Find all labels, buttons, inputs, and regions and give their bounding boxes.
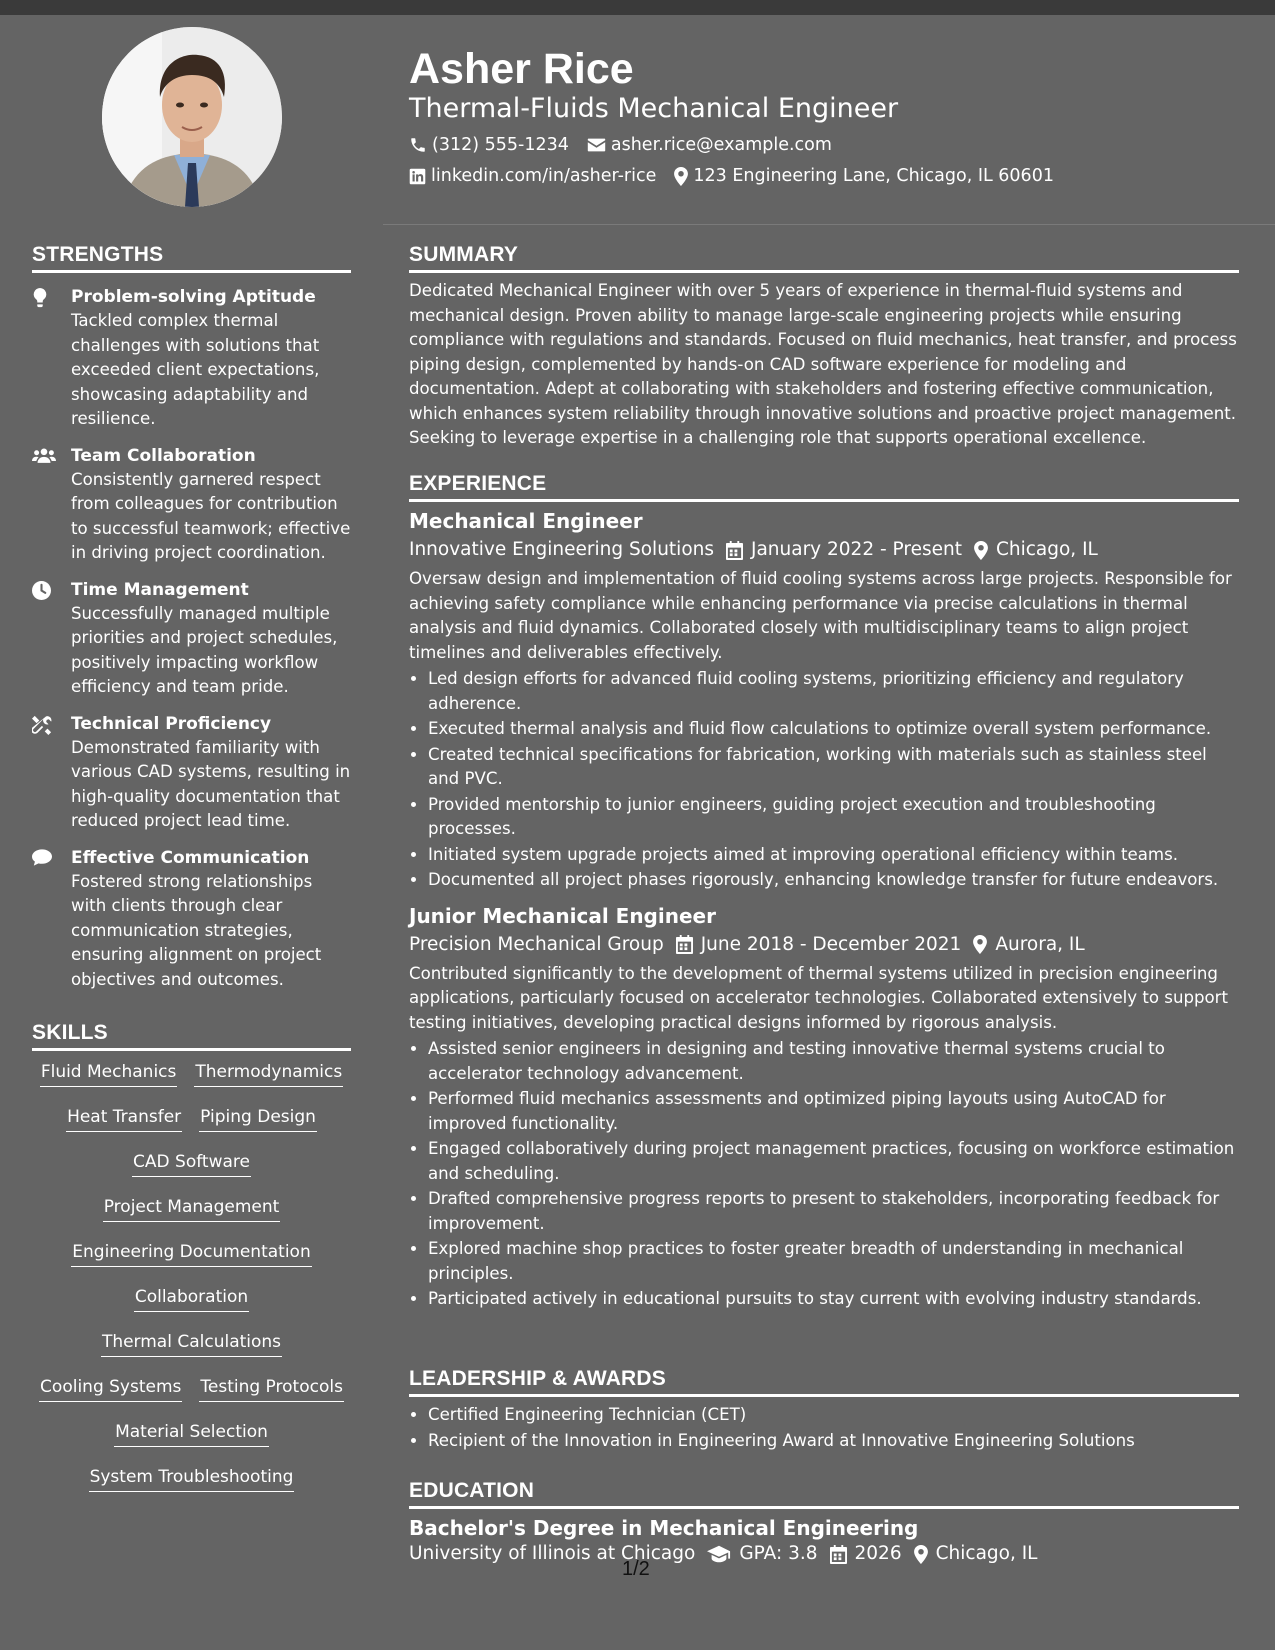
job-bullets <box>409 667 1239 893</box>
skill-row <box>32 1375 351 1420</box>
calendar-icon <box>830 1545 847 1564</box>
skill-tag: CAD Software <box>132 1150 251 1177</box>
skill-tag: System Troubleshooting <box>89 1465 295 1492</box>
summary-heading: SUMMARY <box>409 243 1239 273</box>
users-icon <box>32 447 54 467</box>
strength-item <box>32 847 351 993</box>
skill-row <box>32 1060 351 1105</box>
job-location: Aurora, IL <box>995 933 1085 955</box>
job-bullet: • Provided mentorship to junior engineers, guiding project execution and troubleshooting processes. <box>428 793 1239 842</box>
linkedin-text: linkedin.com/in/asher-rice <box>431 166 657 186</box>
job-bullet: • Assisted senior engineers in designing and testing innovative thermal systems crucial to accelerator technology advancement. <box>428 1037 1239 1086</box>
map-pin-icon <box>974 541 988 560</box>
education-year-item <box>830 1541 902 1567</box>
comment-icon <box>32 849 54 869</box>
email-contact[interactable] <box>587 133 832 157</box>
strength-text: Consistently garnered respect from colleagues for contribution to successful teamwork; effective in driving project coordination. <box>71 469 351 562</box>
email-icon <box>587 137 606 153</box>
skill-row <box>32 1420 351 1465</box>
skill-tag: Testing Protocols <box>199 1375 344 1402</box>
profile-photo <box>102 27 282 207</box>
skill-tag: Engineering Documentation <box>71 1240 311 1267</box>
address-text: 123 Engineering Lane, Chicago, IL 60601 <box>693 166 1054 186</box>
jobs-list <box>409 508 1239 1312</box>
job-meta <box>409 537 1239 563</box>
job-description: Contributed significantly to the development of thermal systems utilized in precision engineering applications, particularly focused on accelerator technologies. Collaborated extensively to support testing initiatives, developing practical designs informed by rigorous analysis. <box>409 963 1229 1032</box>
education-location: Chicago, IL <box>935 1543 1038 1564</box>
job-bullet: • Initiated system upgrade projects aimed at improving operational efficiency within teams. <box>428 843 1239 868</box>
skill-row <box>32 1330 351 1375</box>
skills-section <box>32 1021 351 1510</box>
strength-text: Fostered strong relationships with clients through clear communication strategies, ensuring alignment on project objectives and outcomes. <box>71 871 322 989</box>
summary-section <box>409 243 1239 451</box>
job-bullet: • Participated actively in educational pursuits to stay current with evolving industry standards. <box>428 1287 1239 1312</box>
strength-title: Problem-solving Aptitude <box>71 287 316 307</box>
job-bullet: • Performed fluid mechanics assessments and optimized piping layouts using AutoCAD for improved functionality. <box>428 1087 1239 1136</box>
skill-row <box>32 1150 351 1195</box>
education-gpa: GPA: 3.8 <box>739 1543 818 1564</box>
skill-tag: Thermal Calculations <box>101 1330 282 1357</box>
page-number: 1/2 <box>622 1558 650 1580</box>
resume-page <box>0 15 1275 1650</box>
leadership-section <box>409 1367 1239 1454</box>
skill-row <box>32 1105 351 1150</box>
strength-text: Tackled complex thermal challenges with solutions that exceeded client expectations, showcasing adaptability and resilience. <box>71 311 320 428</box>
skill-tag: Fluid Mechanics <box>40 1060 178 1087</box>
strengths-section <box>32 243 351 992</box>
linkedin-icon <box>409 168 426 185</box>
job-location-item <box>973 932 1084 958</box>
education-meta <box>409 1541 1239 1567</box>
strength-item <box>32 445 351 566</box>
phone-text: (312) 555-1234 <box>432 135 569 155</box>
job-bullet: • Documented all project phases rigorously, enhancing knowledge transfer for future endeavors. <box>428 868 1239 893</box>
skill-row <box>32 1195 351 1240</box>
job-company: Precision Mechanical Group <box>409 933 664 955</box>
job-entry <box>409 508 1239 893</box>
strength-title: Time Management <box>71 579 249 600</box>
skill-row <box>32 1465 351 1510</box>
clock-icon <box>32 581 54 601</box>
experience-heading: EXPERIENCE <box>409 472 1239 502</box>
strength-item <box>32 286 351 432</box>
job-location-item <box>974 537 1098 563</box>
lightbulb-icon <box>32 288 54 308</box>
job-bullet: • Engaged collaboratively during project management practices, focusing on workforce estimation and scheduling. <box>428 1137 1239 1186</box>
education-gpa-item <box>707 1541 817 1567</box>
job-bullet: • Led design efforts for advanced fluid cooling systems, prioritizing efficiency and regulatory adherence. <box>428 667 1239 716</box>
top-bar <box>0 0 1275 15</box>
award-item: • Recipient of the Innovation in Engineering Award at Innovative Engineering Solutions <box>428 1429 1239 1454</box>
strength-item <box>32 579 351 700</box>
skills-list <box>32 1060 351 1510</box>
linkedin-contact[interactable] <box>409 164 656 188</box>
education-year: 2026 <box>854 1543 902 1564</box>
calendar-icon <box>726 541 743 560</box>
strength-text: Demonstrated familiarity with various CAD systems, resulting in high-quality documentation that reduced project lead time. <box>71 737 351 830</box>
address-contact <box>674 164 1054 188</box>
skill-tag: Piping Design <box>199 1105 317 1132</box>
graduation-cap-icon <box>707 1545 731 1563</box>
award-item: • Certified Engineering Technician (CET) <box>428 1403 1239 1428</box>
job-company: Innovative Engineering Solutions <box>409 539 714 560</box>
job-bullet: • Explored machine shop practices to foster greater breadth of understanding in mechanical principles. <box>428 1237 1239 1286</box>
map-pin-icon <box>973 935 987 954</box>
job-bullet: • Executed thermal analysis and fluid flow calculations to optimize overall system performance. <box>428 717 1239 742</box>
job-title: Mechanical Engineer <box>409 509 643 533</box>
header-divider <box>383 224 1275 225</box>
email-text: asher.rice@example.com <box>610 135 832 155</box>
strengths-heading: STRENGTHS <box>32 243 351 273</box>
skill-tag: Cooling Systems <box>39 1375 182 1402</box>
phone-contact[interactable] <box>409 133 569 157</box>
skill-tag: Material Selection <box>114 1420 269 1447</box>
job-entry <box>409 903 1239 1312</box>
phone-icon <box>409 136 427 154</box>
candidate-title: Thermal-Fluids Mechanical Engineer <box>409 93 899 124</box>
strength-item <box>32 713 351 834</box>
map-pin-icon <box>914 1545 928 1564</box>
skill-tag: Heat Transfer <box>66 1105 182 1132</box>
leadership-list <box>409 1403 1239 1453</box>
job-meta <box>409 932 1239 958</box>
education-section <box>409 1479 1239 1567</box>
job-dates-item <box>676 932 962 958</box>
job-bullets <box>409 1037 1239 1312</box>
tools-icon <box>32 715 54 735</box>
map-pin-icon <box>674 167 688 186</box>
skills-heading: SKILLS <box>32 1021 351 1051</box>
job-title: Junior Mechanical Engineer <box>409 903 716 928</box>
skill-row <box>32 1285 351 1330</box>
calendar-icon <box>676 935 693 954</box>
job-bullet: • Drafted comprehensive progress reports to present to stakeholders, incorporating feedback for improvement. <box>428 1187 1239 1236</box>
job-description: Oversaw design and implementation of fluid cooling systems across large projects. Responsible for achieving safety compliance while enhancing performance via precise calculations in thermal analysis and fluid dynamics. Collaborated closely with multidisciplinary teams to align project timelines and deliverables effectively. <box>409 569 1232 662</box>
strength-title: Effective Communication <box>71 847 310 868</box>
leadership-heading: LEADERSHIP & AWARDS <box>409 1367 1239 1397</box>
candidate-name: Asher Rice <box>409 45 634 93</box>
job-bullet: • Created technical specifications for fabrication, working with materials such as stainless steel and PVC. <box>428 743 1239 792</box>
job-location: Chicago, IL <box>995 539 1098 560</box>
job-dates: June 2018 - December 2021 <box>700 933 962 955</box>
job-dates-item <box>726 537 962 563</box>
summary-text: Dedicated Mechanical Engineer with over 5 years of experience in thermal-fluid systems and mechanical design. Proven ability to manage large-scale engineering projects while ensuring compliance with regulations and standards. Focused on fluid mechanics, heat transfer, and process piping design, complemented by hands-on CAD software experience for modeling and documentation. Adept at collaborating with stakeholders and fostering effective communication, which enhances system reliability through innovative solutions and proactive project management. Seeking to leverage expertise in a challenging role that supports operational excellence. <box>409 281 1237 447</box>
education-heading: EDUCATION <box>409 1479 1239 1509</box>
strength-title: Team Collaboration <box>71 445 256 466</box>
contact-row-2 <box>409 164 1054 188</box>
strengths-list <box>32 286 351 992</box>
skill-tag: Project Management <box>103 1195 281 1222</box>
experience-section <box>409 472 1239 1313</box>
job-dates: January 2022 - Present <box>751 539 962 560</box>
skill-tag: Thermodynamics <box>194 1060 343 1087</box>
education-location-item <box>914 1541 1038 1567</box>
education-school: University of Illinois at Chicago <box>409 1543 696 1564</box>
strength-title: Technical Proficiency <box>71 713 272 734</box>
contact-row-1 <box>409 133 832 157</box>
skill-tag: Collaboration <box>134 1285 249 1312</box>
strength-text: Successfully managed multiple priorities and project schedules, positively impacting workflow efficiency and team pride. <box>71 603 338 696</box>
skill-row <box>32 1240 351 1285</box>
education-degree: Bachelor's Degree in Mechanical Engineering <box>409 1516 919 1540</box>
